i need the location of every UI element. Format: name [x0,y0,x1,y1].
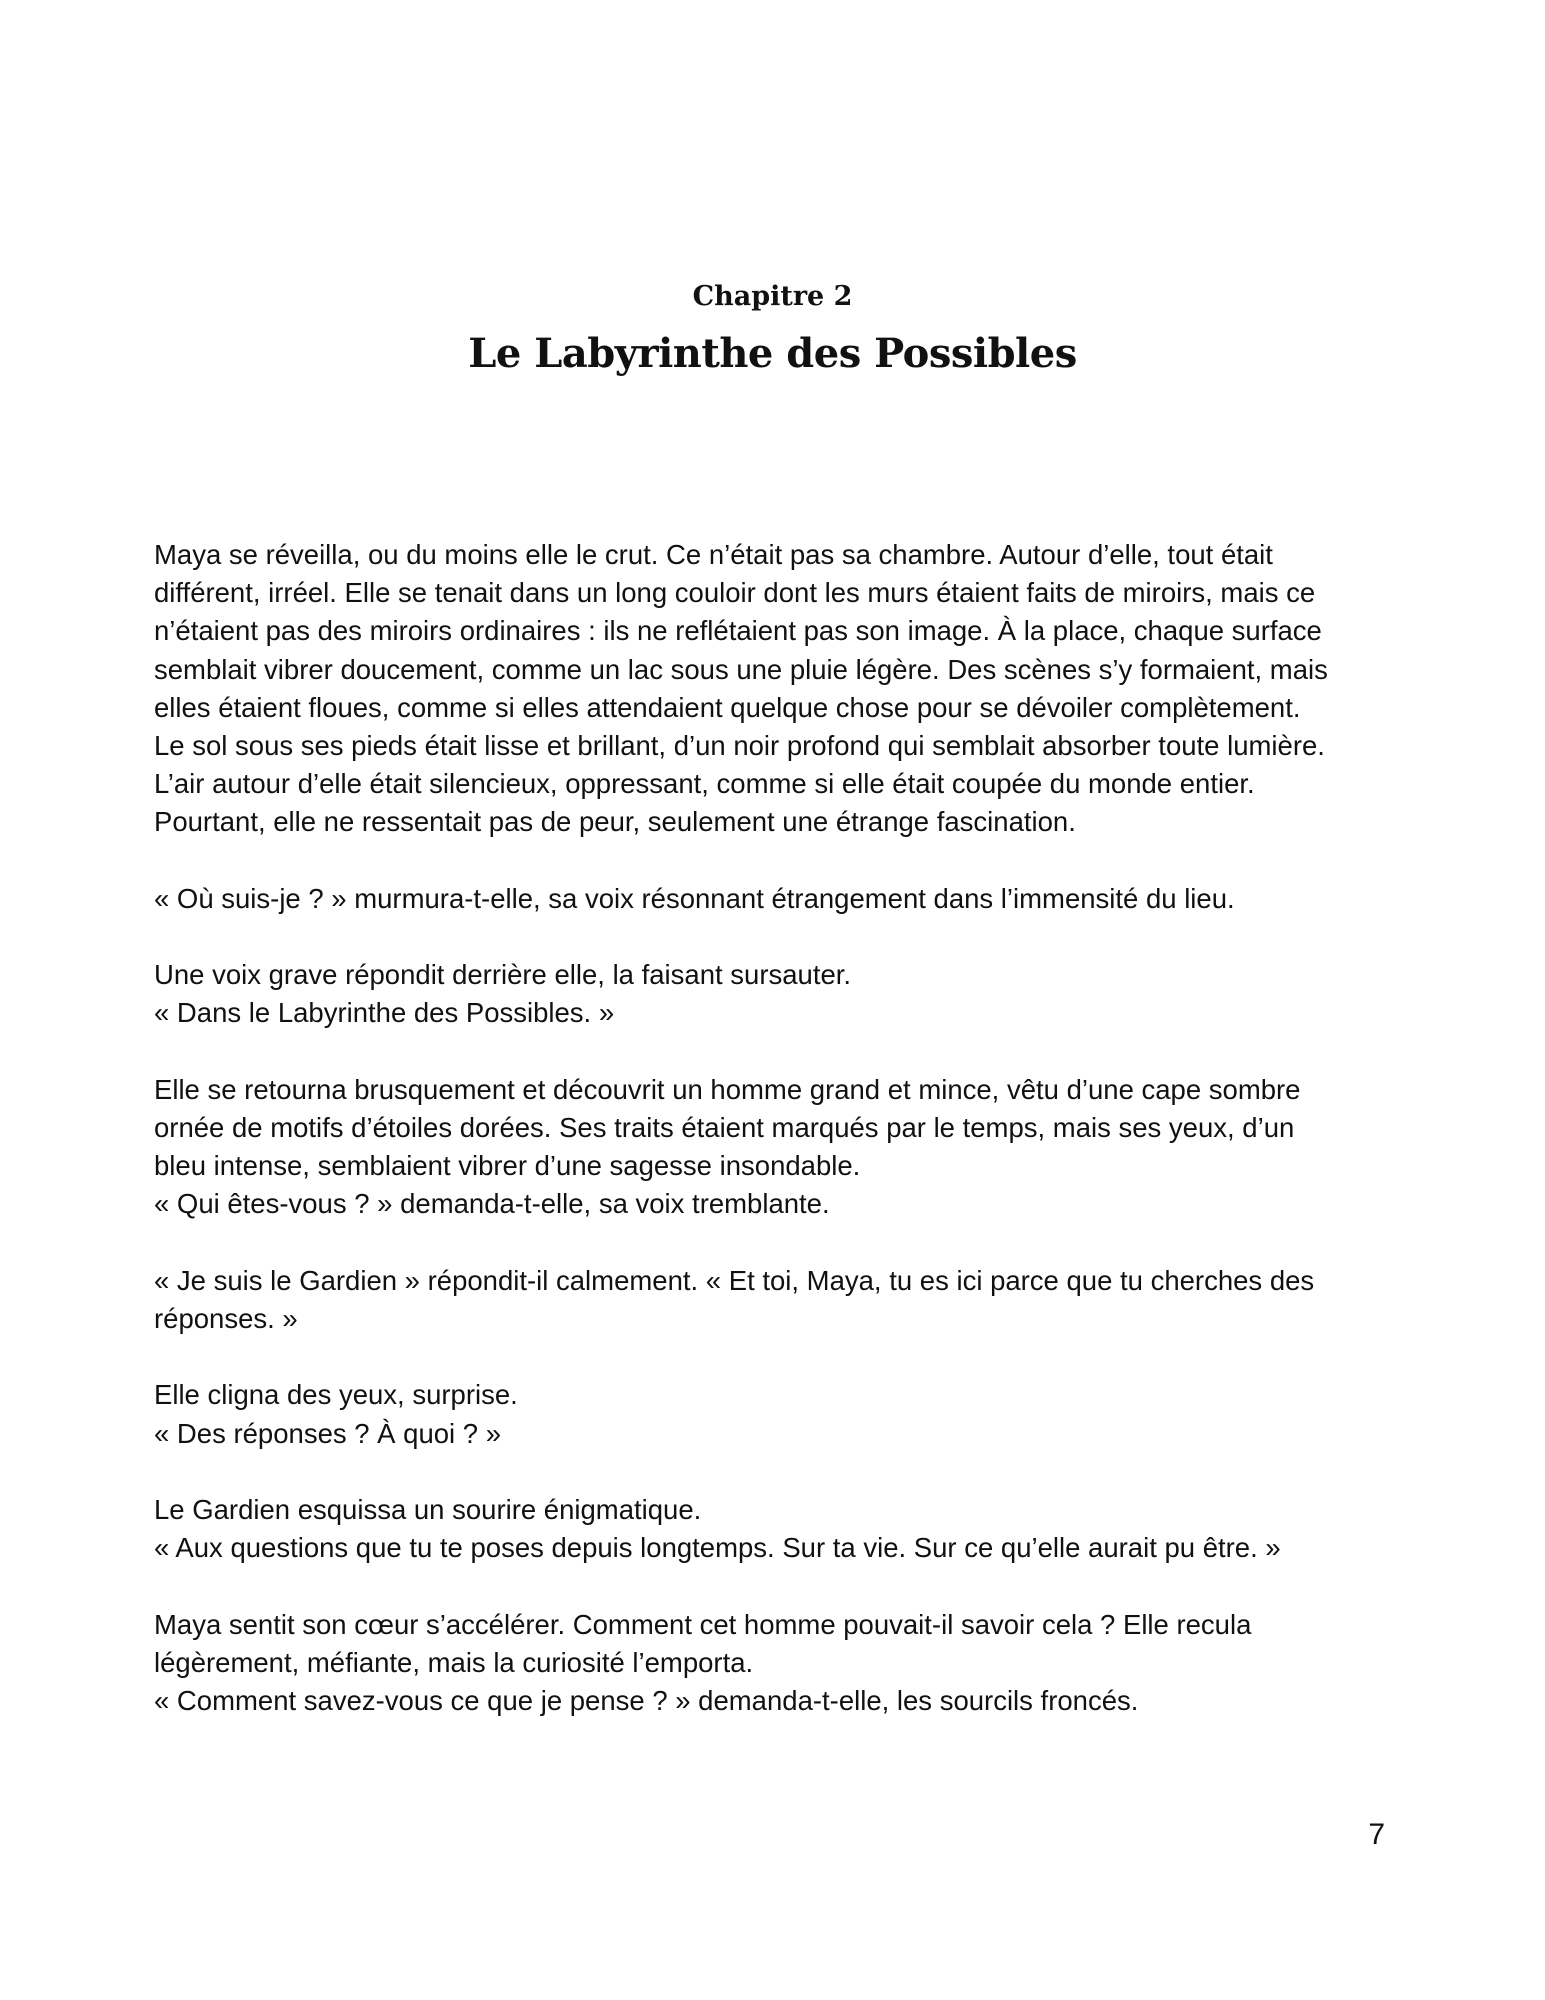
text-line: « Dans le Labyrinthe des Possibles. » [154,997,615,1029]
text-line: Une voix grave répondit derrière elle, la faisant sursauter. [154,959,852,991]
text-line: Maya se réveilla, ou du moins elle le crut. Ce n’était pas sa chambre. Autour d’elle, tout était [154,539,1273,570]
paragraph [154,1071,1394,1224]
page-number: 7 [1368,1818,1385,1851]
text-line: différent, irréel. Elle se tenait dans un long couloir dont les murs étaient faits de miroirs, mais ce [154,577,1316,609]
paragraph [154,956,1394,1032]
paragraph [154,880,1394,918]
paragraph [154,1376,1394,1452]
text-line: n’étaient pas des miroirs ordinaires : ils ne reflétaient pas son image. À la place, chaque surface [154,615,1322,647]
text-line: Maya sentit son cœur s’accélérer. Comment cet homme pouvait-il savoir cela ? Elle recula [154,1608,1252,1640]
text-line: elles étaient floues, comme si elles attendaient quelque chose pour se dévoiler complètement. [154,691,1301,723]
text-line: L’air autour d’elle était silencieux, oppressant, comme si elle était coupée du monde entier. [154,768,1255,800]
text-line: Elle se retourna brusquement et découvrit un homme grand et mince, vêtu d’une cape sombre [154,1073,1301,1105]
text-line: Elle cligna des yeux, surprise. [154,1379,518,1411]
text-line: « Où suis-je ? » murmura-t-elle, sa voix résonnant étrangement dans l’immensité du lieu. [154,882,1235,914]
text-line: « Qui êtes-vous ? » demanda-t-elle, sa voix tremblante. [154,1188,830,1220]
text-line: Le Gardien esquissa un sourire énigmatique. [154,1493,702,1525]
text-line: légèrement, méfiante, mais la curiosité l’emporta. [154,1646,754,1678]
paragraph [154,1262,1394,1338]
chapter-title: Le Labyrinthe des Possibles [468,330,1077,377]
chapter-label: Chapitre 2 [692,281,853,312]
paragraph [154,1606,1394,1721]
text-line: Pourtant, elle ne ressentait pas de peur, seulement une étrange fascination. [154,806,1076,838]
text-line: Le sol sous ses pieds était lisse et brillant, d’un noir profond qui semblait absorber toute lumière. [154,730,1325,762]
paragraph [154,1491,1394,1567]
paragraph [154,536,1394,842]
text-line: « Des réponses ? À quoi ? » [154,1417,502,1449]
text-line: « Aux questions que tu te poses depuis longtemps. Sur ta vie. Sur ce qu’elle aurait pu être. » [154,1532,1281,1564]
text-line: « Je suis le Gardien » répondit-il calmement. « Et toi, Maya, tu es ici parce que tu cherches des [154,1264,1315,1296]
text-line: « Comment savez-vous ce que je pense ? » demanda-t-elle, les sourcils froncés. [154,1684,1139,1716]
text-line: bleu intense, semblaient vibrer d’une sagesse insondable. [154,1150,861,1182]
text-line: semblait vibrer doucement, comme un lac sous une pluie légère. Des scènes s’y formaient, mais [154,653,1328,685]
body-text [154,536,1394,1758]
text-line: réponses. » [154,1303,298,1334]
text-line: ornée de motifs d’étoiles dorées. Ses traits étaient marqués par le temps, mais ses yeux, d’un [154,1112,1295,1143]
